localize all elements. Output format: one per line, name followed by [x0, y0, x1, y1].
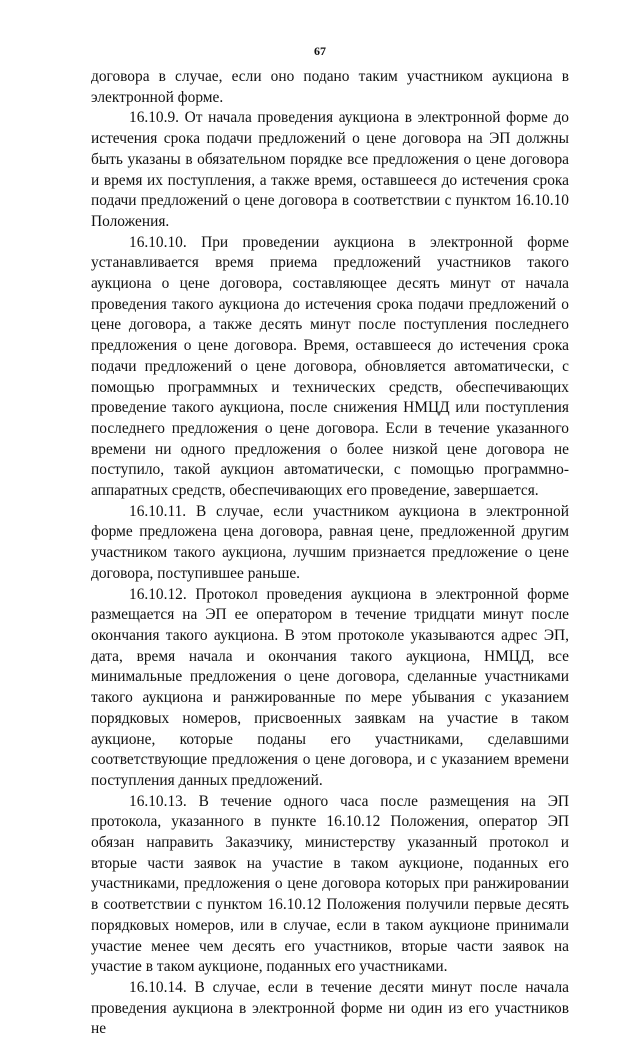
paragraph-text: При проведении аукциона в электронной форме устанавливается время приема предложений участников такого аукциона о цене договора, составляющее десять минут от начала проведения такого аукциона до истечения срока подачи предложений о цене договора, а также десять минут после поступления последнего предложения о цене договора. Время, оставшееся до истечения срока подачи предложений о цене договора, обновляется автоматически, с помощью программных и технических средств, обеспечивающих проведение такого аукциона, после снижения НМЦД или поступления последнего предложения о цене договора. Если в течение указанного времени ни одного предложения о более низкой цене договора не поступило, такой аукцион автоматически, с помощью программно-аппаратных средств, обеспечивающих его проведение, завершается.	[91, 233, 569, 500]
paragraph-number: 16.10.13.	[129, 792, 187, 810]
paragraph-16-10-10	[91, 233, 569, 502]
paragraph-text: В случае, если в течение десяти минут после начала проведения аукциона в электронной форме ни один из его участников не	[91, 978, 569, 1038]
page-number: 67	[314, 44, 326, 58]
paragraph-text: Протокол проведения аукциона в электронной форме размещается на ЭП ее оператором в течение тридцати минут после окончания такого аукциона. В этом протоколе указываются адрес ЭП, дата, время начала и окончания такого аукциона, НМЦД, все минимальные предложения о цене договора, сделанные участниками такого аукциона и ранжированные по мере убывания с указанием порядковых номеров, присвоенных заявкам на участие в таком аукционе, которые поданы его участниками, сделавшими соответствующие предложения о цене договора, и с указанием времени поступления данных предложений.	[91, 585, 569, 789]
paragraph-continuation	[91, 67, 569, 108]
paragraph-16-10-9	[91, 108, 569, 232]
body-text	[91, 67, 569, 1040]
paragraph-text: В течение одного часа после размещения на ЭП протокола, указанного в пункте 16.10.12 Положения, оператор ЭП обязан направить Заказчику, министерству указанный протокол и вторые части заявок на участие в таком аукционе, поданных его участниками, предложения о цене договора которых при ранжировании в соответствии с пунктом 16.10.12 Положения получили первые десять порядковых номеров, или в случае, если в таком аукционе принимали участие менее чем десять его участников, вторые части заявок на участие в таком аукционе, поданных его участниками.	[91, 792, 569, 976]
paragraph-16-10-12	[91, 585, 569, 792]
paragraph-16-10-14	[91, 978, 569, 1040]
paragraph-text: От начала проведения аукциона в электронной форме до истечения срока подачи предложений о цене договора на ЭП должны быть указаны в обязательном порядке все предложения о цене договора и время их поступления, а также время, оставшееся до истечения срока подачи предложений о цене договора в соответствии с пунктом 16.10.10 Положения.	[91, 109, 569, 230]
paragraph-16-10-11	[91, 502, 569, 585]
paragraph-16-10-13	[91, 792, 569, 978]
paragraph-text: В случае, если участником аукциона в электронной форме предложена цена договора, равная цене, предложенной другим участником такого аукциона, лучшим признается предложение о цене договора, поступившее раньше.	[91, 502, 569, 582]
paragraph-text: договора в случае, если оно подано таким участником аукциона в электронной форме.	[91, 68, 569, 106]
paragraph-number: 16.10.12.	[129, 585, 187, 603]
paragraph-number: 16.10.10.	[129, 233, 187, 251]
paragraph-number: 16.10.11.	[129, 502, 187, 520]
paragraph-number: 16.10.9.	[129, 109, 180, 127]
paragraph-number: 16.10.14.	[129, 978, 187, 996]
